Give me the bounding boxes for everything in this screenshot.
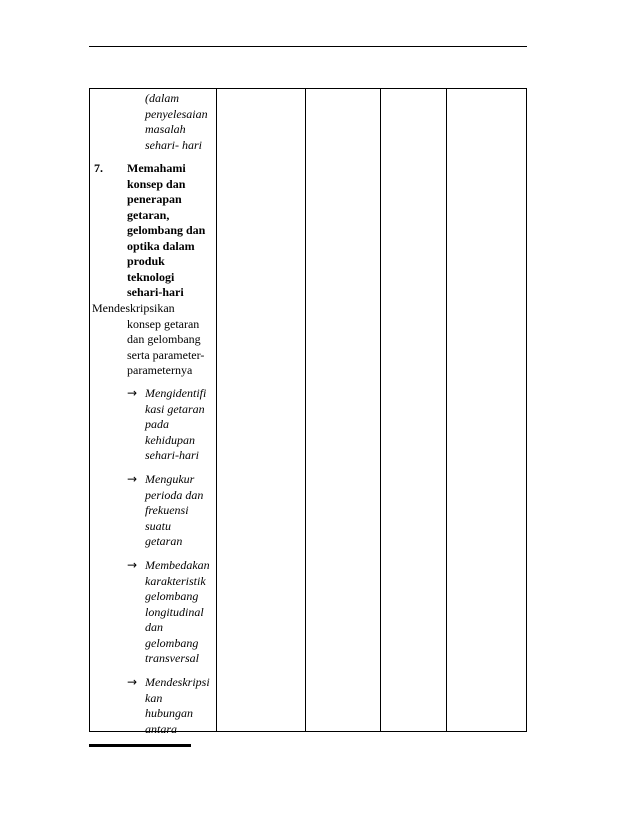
syllabus-table xyxy=(89,88,527,736)
indicator-line: Mengidentifi xyxy=(145,386,207,400)
competency-line: getaran, xyxy=(127,207,170,222)
competency-line: sehari-hari xyxy=(127,285,184,299)
continuation-line: masalah xyxy=(145,122,186,136)
arrow-right-icon: → xyxy=(127,558,138,572)
basic-competency-line: parameternya xyxy=(127,363,193,377)
arrow-right-icon: → xyxy=(127,386,138,400)
indicator-line: suatu xyxy=(145,518,172,533)
indicator-line: Mengukur xyxy=(145,472,195,486)
competency-line: penerapan xyxy=(127,192,182,206)
competency-line: konsep dan xyxy=(127,176,186,191)
indicator-line: kehidupan xyxy=(145,432,195,447)
indicator-line: perioda dan xyxy=(145,487,204,502)
indicator-line: kasi getaran xyxy=(145,401,205,416)
indicator-line: dan xyxy=(145,620,163,634)
basic-competency-line: Mendeskripsikan xyxy=(92,301,175,315)
column-divider xyxy=(305,89,306,731)
continuation-line: sehari- hari xyxy=(145,137,202,152)
arrow-right-icon: → xyxy=(127,675,138,689)
competency-line: optika dalam xyxy=(127,238,195,253)
header-rule xyxy=(89,46,527,47)
competency-number: 7. xyxy=(94,161,103,175)
competency-line: produk xyxy=(127,254,165,268)
competency-line: Memahami xyxy=(127,161,186,175)
competency-cell xyxy=(90,89,216,736)
indicator-line: sehari-hari xyxy=(145,448,199,462)
indicator-line: Mendeskripsi xyxy=(145,675,210,689)
basic-competency-line: serta parameter- xyxy=(127,347,205,362)
continuation-line: (dalam xyxy=(145,91,179,105)
column-divider xyxy=(216,89,217,731)
competency-line: gelombang dan xyxy=(127,223,206,237)
indicator-line: karakteristik xyxy=(145,573,206,588)
basic-competency-line: konsep getaran xyxy=(127,316,200,331)
indicator-line: frekuensi xyxy=(145,503,189,517)
indicator-line: transversal xyxy=(145,651,199,665)
indicator-line: getaran xyxy=(145,534,183,548)
arrow-right-icon: → xyxy=(127,472,138,486)
column-divider xyxy=(446,89,447,731)
indicator-line: kan xyxy=(145,690,163,705)
basic-competency-line: dan gelombang xyxy=(127,332,201,346)
indicator-line: gelombang xyxy=(145,635,199,650)
indicator-line: hubungan xyxy=(145,706,193,720)
competency-line: teknologi xyxy=(127,269,175,284)
continuation-line: penyelesaian xyxy=(145,106,208,121)
column-divider xyxy=(380,89,381,731)
indicator-line: Membedakan xyxy=(145,558,210,572)
indicator-line: antara xyxy=(145,721,178,736)
indicator-line: gelombang xyxy=(145,589,199,603)
indicator-line: pada xyxy=(145,417,169,431)
indicator-line: longitudinal xyxy=(145,604,204,619)
footnote-rule xyxy=(89,744,191,747)
